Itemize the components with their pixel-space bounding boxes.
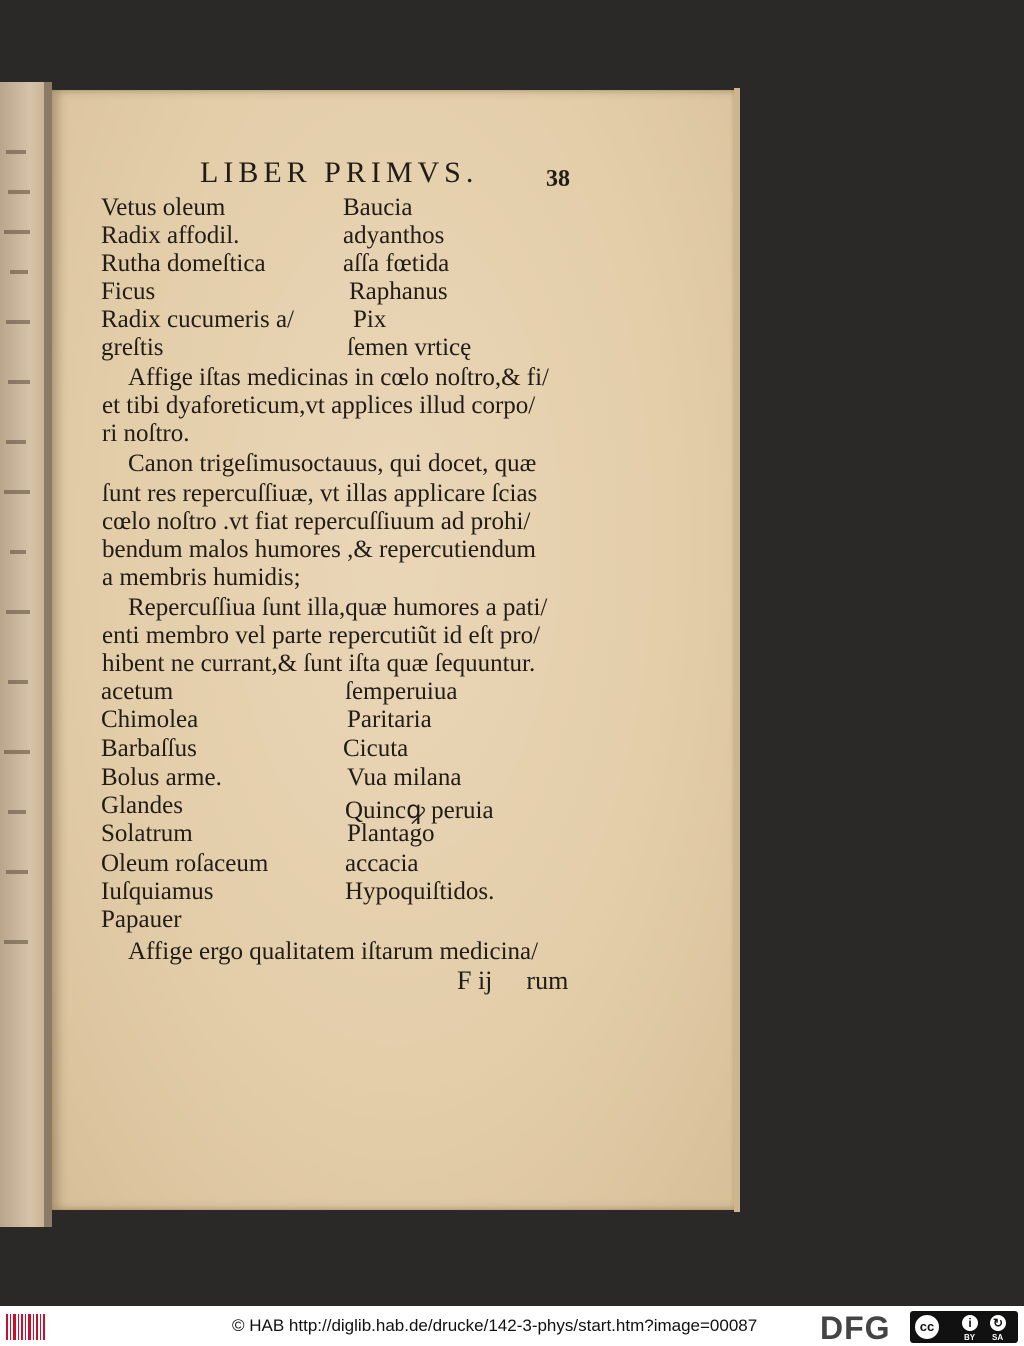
list-row: [101, 764, 641, 794]
signature-line: [457, 966, 568, 996]
text-line: Canon trigeſimusoctauus, qui docet, quæ: [128, 450, 537, 477]
folio-number: 38: [546, 166, 570, 192]
list-item: Oleum roſaceum: [101, 850, 269, 877]
text-line: a membris humidis;: [102, 564, 301, 591]
list-item: Radix cucumeris a/: [101, 306, 294, 333]
list-item: greſtis: [101, 334, 164, 361]
list-row: [101, 878, 641, 908]
list-item: Papauer: [101, 906, 182, 933]
list-item: aſſa fœtida: [343, 250, 450, 277]
list-item: acetum: [101, 678, 174, 705]
cc-icon: cc: [913, 1313, 941, 1341]
catchword: rum: [526, 966, 569, 995]
list-row: [101, 334, 641, 364]
list-item: Chimolea: [101, 706, 199, 733]
list-item: ſemperuiua: [345, 678, 458, 705]
previous-page-marks: [2, 150, 42, 1000]
list-row: [101, 706, 641, 736]
list-row: [101, 250, 641, 280]
list-row: [101, 820, 641, 850]
list-item: Radix affodil.: [101, 222, 240, 249]
list-item: Vua milana: [347, 764, 462, 791]
list-item: Baucia: [343, 194, 413, 221]
text-line: et tibi dyaforeticum,vt applices illud corpo/: [102, 392, 536, 419]
list-row: [101, 222, 641, 252]
text-line: enti membro vel parte repercutiũt id eſt pro/: [102, 622, 541, 649]
list-item: Hypoquiſtidos.: [345, 878, 495, 905]
signature-mark: F ij: [457, 966, 493, 995]
list-item: Bolus arme.: [101, 764, 222, 791]
list-row: [101, 906, 641, 936]
list-item: accacia: [345, 850, 419, 877]
page-edge: [734, 88, 740, 1212]
text-line: bendum malos humores ,& repercutiendum: [102, 536, 536, 563]
list-item: Quincꝙ peruia: [345, 797, 494, 824]
list-row: [101, 792, 641, 822]
list-row: [101, 306, 641, 336]
source-credit-link[interactable]: © HAB http://diglib.hab.de/drucke/142-3-phys/start.htm?image=00087: [232, 1316, 758, 1335]
list-row: [101, 678, 641, 708]
person-icon: i: [960, 1313, 980, 1333]
previous-page-gutter: [44, 82, 52, 1227]
list-row: [101, 735, 641, 765]
license-by-label: BY: [964, 1333, 976, 1342]
list-item: Solatrum: [101, 820, 193, 847]
list-row: [101, 850, 641, 880]
list-item: Plantago: [347, 820, 435, 847]
list-row: [101, 194, 641, 224]
cc-license-badge[interactable]: [910, 1311, 1018, 1343]
list-item: adyanthos: [343, 222, 445, 249]
license-sa-label: SA: [992, 1333, 1004, 1342]
text-line: hibent ne currant,& ſunt iſta quæ ſequuntur.: [102, 650, 536, 677]
list-item: Rutha domeſtica: [101, 250, 266, 277]
text-line: cœlo noſtro .vt fiat repercuſſiuum ad prohi/: [102, 508, 531, 535]
running-head: LIBER PRIMVS.: [200, 156, 479, 189]
barcode-icon: [6, 1314, 46, 1340]
list-row: [101, 278, 641, 308]
list-item: Raphanus: [349, 278, 448, 305]
text-line: Affige ergo qualitatem iſtarum medicina/: [128, 938, 539, 965]
list-item: ſemen vrticę: [347, 334, 472, 361]
footer-bar: [0, 1306, 1024, 1346]
share-alike-icon: ↻: [988, 1313, 1008, 1333]
list-item: Vetus oleum: [101, 194, 226, 221]
text-line: ri noſtro.: [102, 420, 190, 447]
text-line: Affige iſtas medicinas in cœlo noſtro,& fi/: [128, 364, 549, 391]
list-item: Barbaſſus: [101, 735, 197, 762]
text-line: Repercuſſiua ſunt illa,quæ humores a pati/: [128, 594, 548, 621]
list-item: Paritaria: [347, 706, 432, 733]
list-item: Pix: [353, 306, 387, 333]
list-item: Iuſquiamus: [101, 878, 214, 905]
list-item: Glandes: [101, 792, 183, 819]
text-line: ſunt res repercuſſiuæ, vt illas applicare ſcias: [102, 480, 538, 507]
dfg-logo: DFG: [820, 1310, 891, 1346]
list-item: Ficus: [101, 278, 156, 305]
list-item: Cicuta: [343, 735, 409, 762]
